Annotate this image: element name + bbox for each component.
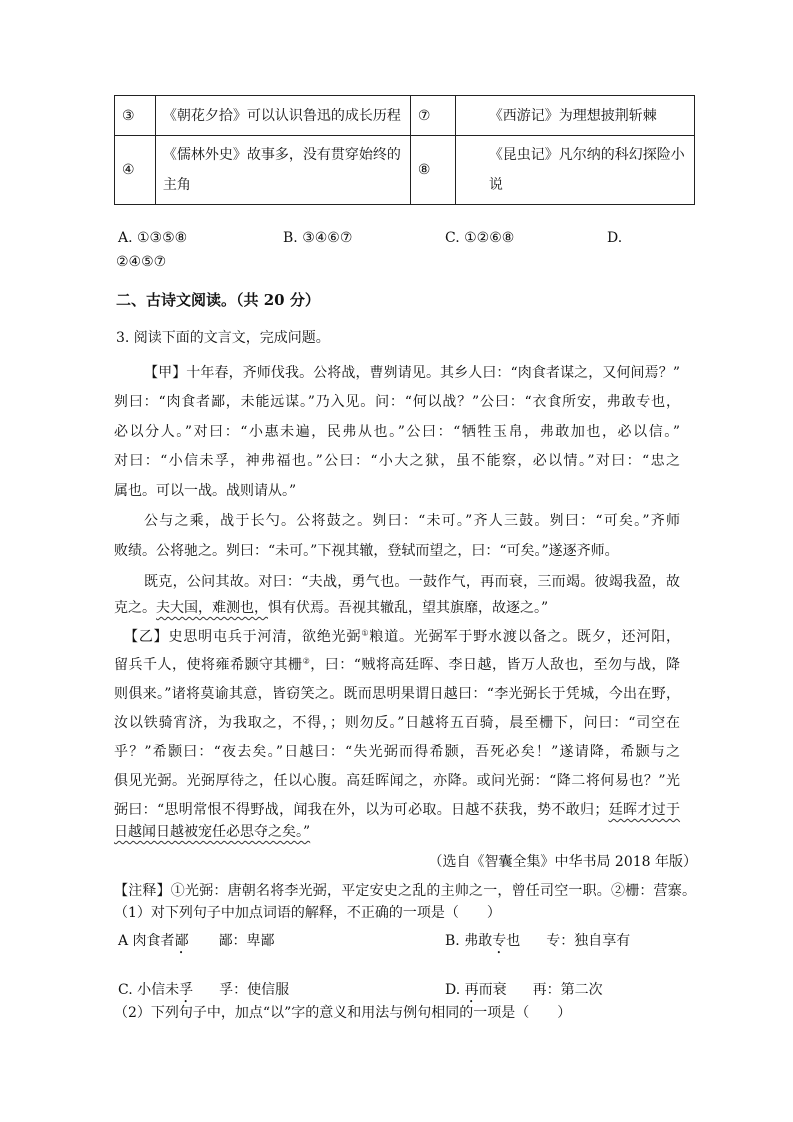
- text: C. 小信未: [118, 982, 180, 998]
- item-number: ④: [115, 136, 156, 205]
- dotted-word: 再: [464, 982, 479, 998]
- passage-line: 对曰：“小信未孚，神弗福也。”公曰：“小大之狱，虽不能察，必以情。”对曰：“忠之: [114, 453, 680, 469]
- passage-line: [124, 627, 680, 647]
- item-text: 《儒林外史》故事多，没有贯穿始终的主角: [155, 136, 410, 205]
- table-row: [115, 96, 695, 136]
- text: D.: [445, 982, 465, 998]
- question-3-prompt: 3. 阅读下面的文言文，完成问题。: [116, 330, 330, 346]
- subquestion-1-prompt: （1）对下列句子中加点词语的解释，不正确的一项是（ ）: [114, 905, 501, 921]
- passage-line: 乎？”希颢曰：“夜去矣。”日越曰：“失光弼而得希颢，吾死必矣！”遂请降，希颢与之: [114, 744, 680, 760]
- text: ，曰：“贼将高廷晖、李日越，皆万人敌也，至勿与战，降: [310, 657, 681, 673]
- text: 惧有伏焉。吾视其辙乱，望其旗靡，故逐之。”: [268, 600, 549, 616]
- text: 粮道。光弼军于野水渡以备之。既夕，还河阳，: [369, 629, 681, 645]
- option-b[interactable]: B. ③④⑥⑦: [283, 230, 353, 246]
- annotations: 【注释】①光弼：唐朝名将李光弼，平定安史之乱的主帅之一，曾任司空一职。②栅：营寨。: [114, 883, 696, 899]
- reading-books-table: [114, 95, 695, 205]
- passage-line: 则俱来。”诸将莫谕其意，皆窃笑之。既而思明果谓日越曰：“李光弼长于凭城，今出在野，: [114, 686, 680, 702]
- table-row: [115, 136, 695, 205]
- item-number: ⑧: [410, 136, 455, 205]
- dotted-word: 鄙: [174, 933, 189, 949]
- dotted-word: 孚: [179, 982, 194, 998]
- text: B. 弗敢: [445, 933, 493, 949]
- passage-line: 公与之乘，战于长勺。公将鼓之。刿曰：“未可。”齐人三鼓。刿曰：“可矣。”齐师: [144, 513, 680, 529]
- footnote-ref: ②: [302, 656, 311, 666]
- passage-line: [114, 800, 680, 820]
- source-citation: （选自《智囊全集》中华书局 2018 年版）: [428, 854, 697, 870]
- explanation: 再：第二次: [532, 982, 603, 998]
- sub1-option-b[interactable]: [445, 931, 630, 951]
- passage-line: 刿曰：“肉食者鄙，未能远谋。”乃入见。问：“何以战？”公曰：“衣食所安，弗敢专也，: [114, 394, 680, 410]
- wavy-underlined-phrase: 日越闻日越被宠任必思夺之矣。”: [114, 824, 311, 840]
- explanation: 鄙：卑鄙: [218, 933, 275, 949]
- wavy-underlined-phrase: 廷晖才过于: [608, 802, 681, 818]
- text: 弼曰：“思明常恨不得野战，闻我在外，以为可必取。日越不获我，势不敢归；: [114, 802, 609, 818]
- passage-line: [114, 822, 680, 842]
- explanation: 孚：使信服: [219, 982, 290, 998]
- subquestion-2-prompt: （2）下列句子中，加点“以”字的意义和用法与例句相同的一项是（ ）: [114, 1005, 572, 1021]
- item-text: 《西游记》为理想披荆斩棘: [455, 96, 694, 136]
- text: 克之。: [114, 600, 156, 616]
- passage-line: 俱见光弼。光弼厚待之，任以心腹。高廷晖闻之，亦降。或问光弼：“降二将何易也？”光: [114, 773, 680, 789]
- dotted-word: 专: [492, 933, 507, 949]
- passage-line: 属也。可以一战。战则请从。”: [114, 483, 297, 499]
- text: 而衰: [478, 982, 507, 998]
- option-c[interactable]: C. ①②⑥⑧: [445, 230, 515, 246]
- section-heading: 二、古诗文阅读。（共 20 分）: [116, 291, 320, 309]
- item-text: 《朝花夕拾》可以认识鲁迅的成长历程: [155, 96, 410, 136]
- passage-line: 败绩。公将驰之。刿曰：“未可。”下视其辙，登轼而望之，曰：“可矣。”遂逐齐师。: [114, 543, 619, 559]
- item-text: 《昆虫记》凡尔纳的科幻探险小说: [455, 136, 694, 205]
- text: A 肉食者: [118, 933, 175, 949]
- explanation: 专：独自享有: [546, 933, 631, 949]
- text: 也: [506, 933, 521, 949]
- sub1-option-d[interactable]: [445, 980, 603, 1000]
- text: 【乙】史思明屯兵于河清，欲绝光弼: [124, 629, 362, 645]
- option-d-value: ②④⑤⑦: [116, 254, 167, 270]
- wavy-underlined-phrase: 夫大国，难测也，: [156, 600, 268, 616]
- text: 留兵千人，使将雍希颢守其栅: [114, 657, 303, 673]
- sub1-option-c[interactable]: [118, 980, 289, 1000]
- passage-line: 必以分人。”对曰：“小惠未遍，民弗从也。”公曰：“牺牲玉帛，弗敢加也，必以信。”: [114, 424, 680, 440]
- passage-line: 既克，公问其故。对曰：“夫战，勇气也。一鼓作气，再而衰，三而竭。彼竭我盈，故: [144, 574, 680, 590]
- passage-line: [114, 598, 680, 618]
- item-number: ③: [115, 96, 156, 136]
- passage-line: 【甲】十年春，齐师伐我。公将战，曹刿请见。其乡人曰：“肉食者谋之，又何间焉？”: [144, 365, 680, 381]
- footnote-ref: ①: [361, 628, 370, 638]
- passage-line: [114, 655, 680, 675]
- item-number: ⑦: [410, 96, 455, 136]
- option-d[interactable]: D.: [607, 230, 623, 246]
- passage-line: 汝以铁骑宵济，为我取之，不得，；则勿反。”日越将五百骑，晨至栅下，问曰：“司空在: [114, 715, 680, 731]
- option-a[interactable]: A. ①③⑤⑧: [118, 230, 188, 246]
- sub1-option-a[interactable]: [118, 931, 275, 951]
